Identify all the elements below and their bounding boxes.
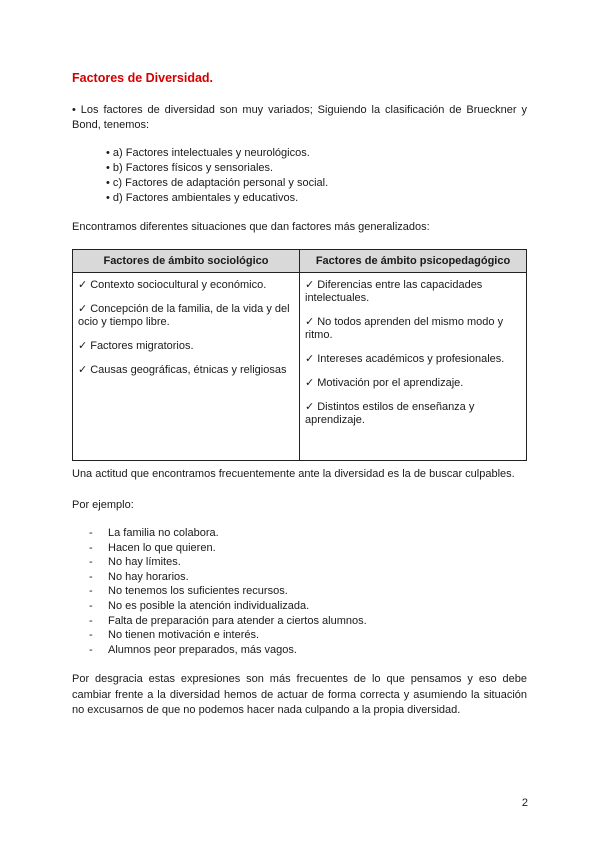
factor-list — [106, 146, 328, 206]
list-item: - No es posible la atención individualizada. — [89, 599, 310, 612]
section-title: Factores de Diversidad. — [72, 71, 214, 85]
factor-item: • b) Factores físicos y sensoriales. — [106, 162, 274, 174]
table-item: ✓ Factores migratorios. — [78, 339, 194, 352]
dash-bullet: - — [89, 570, 93, 583]
list-item: - No hay horarios. — [89, 570, 189, 583]
table-item: ✓ Intereses académicos y profesionales. — [305, 352, 505, 365]
table-item: ✓ No todos aprenden del mismo modo y ritmo. — [305, 315, 504, 341]
check-icon: ✓ — [78, 278, 88, 291]
check-icon: ✓ — [305, 400, 315, 413]
list-item: - Hacen lo que quieren. — [89, 541, 216, 554]
header-psicopedagogico: Factores de ámbito psicopedagógico — [300, 250, 527, 273]
dash-bullet: - — [89, 585, 93, 598]
cell-sociologico — [73, 273, 300, 461]
dash-bullet: - — [89, 556, 93, 569]
dash-bullet: - — [89, 541, 93, 554]
list-item: - No tienen motivación e interés. — [89, 629, 260, 642]
table-item: ✓ Distintos estilos de enseñanza y aprendizaje. — [305, 400, 475, 426]
check-icon: ✓ — [305, 278, 315, 291]
dash-bullet: - — [89, 643, 93, 656]
factor-item: • a) Factores intelectuales y neurológicos. — [106, 147, 310, 159]
page-number: 2 — [521, 797, 528, 809]
table-item: ✓ Diferencias entre las capacidades intelectuales. — [305, 278, 483, 304]
intro-paragraph: • Los factores de diversidad son muy variados; Siguiendo la clasificación de Brueckner y Bond, tenemos: — [72, 104, 527, 131]
check-icon: ✓ — [78, 302, 88, 315]
check-icon: ✓ — [78, 339, 88, 352]
list-item: - La familia no colabora. — [89, 527, 219, 539]
table-item: ✓ Motivación por el aprendizaje. — [305, 376, 464, 389]
factor-item: • c) Factores de adaptación personal y social. — [106, 177, 329, 189]
example-label: Por ejemplo: — [72, 499, 134, 511]
lead-sentence: Encontramos diferentes situaciones que dan factores más generalizados: — [72, 221, 430, 233]
factor-item: • d) Factores ambientales y educativos. — [106, 192, 299, 204]
closing-paragraph: Por desgracia estas expresiones son más frecuentes de lo que pensamos y eso debe cambiar frente a la diversidad hemos de actuar de forma correcta y asumiendo la situación no excusarnos de que no podemos hacer nada culpando a la propia diversidad. — [72, 673, 527, 716]
dash-bullet: - — [89, 527, 93, 539]
attitude-paragraph: Una actitud que encontramos frecuentemente ante la diversidad es la de buscar culpables. — [72, 468, 515, 480]
check-icon: ✓ — [78, 363, 88, 376]
list-item: - Alumnos peor preparados, más vagos. — [89, 643, 297, 656]
dash-bullet: - — [89, 629, 93, 642]
list-item: - No hay límites. — [89, 556, 181, 569]
list-item: - No tenemos los suficientes recursos. — [89, 585, 288, 598]
table-item: ✓ Contexto sociocultural y económico. — [78, 278, 267, 291]
header-sociologico: Factores de ámbito sociológico — [73, 250, 300, 273]
check-icon: ✓ — [305, 315, 315, 328]
dash-bullet: - — [89, 614, 93, 627]
dash-bullet: - — [89, 599, 93, 612]
check-icon: ✓ — [305, 376, 315, 389]
factors-table — [72, 249, 527, 461]
cell-psicopedagogico — [300, 273, 527, 461]
example-list — [89, 526, 367, 657]
table-item: ✓ Concepción de la familia, de la vida y del ocio y tiempo libre. — [78, 302, 290, 328]
check-icon: ✓ — [305, 352, 315, 365]
table-item: ✓ Causas geográficas, étnicas y religiosas — [78, 363, 287, 376]
list-item: - Falta de preparación para atender a ciertos alumnos. — [89, 614, 367, 627]
